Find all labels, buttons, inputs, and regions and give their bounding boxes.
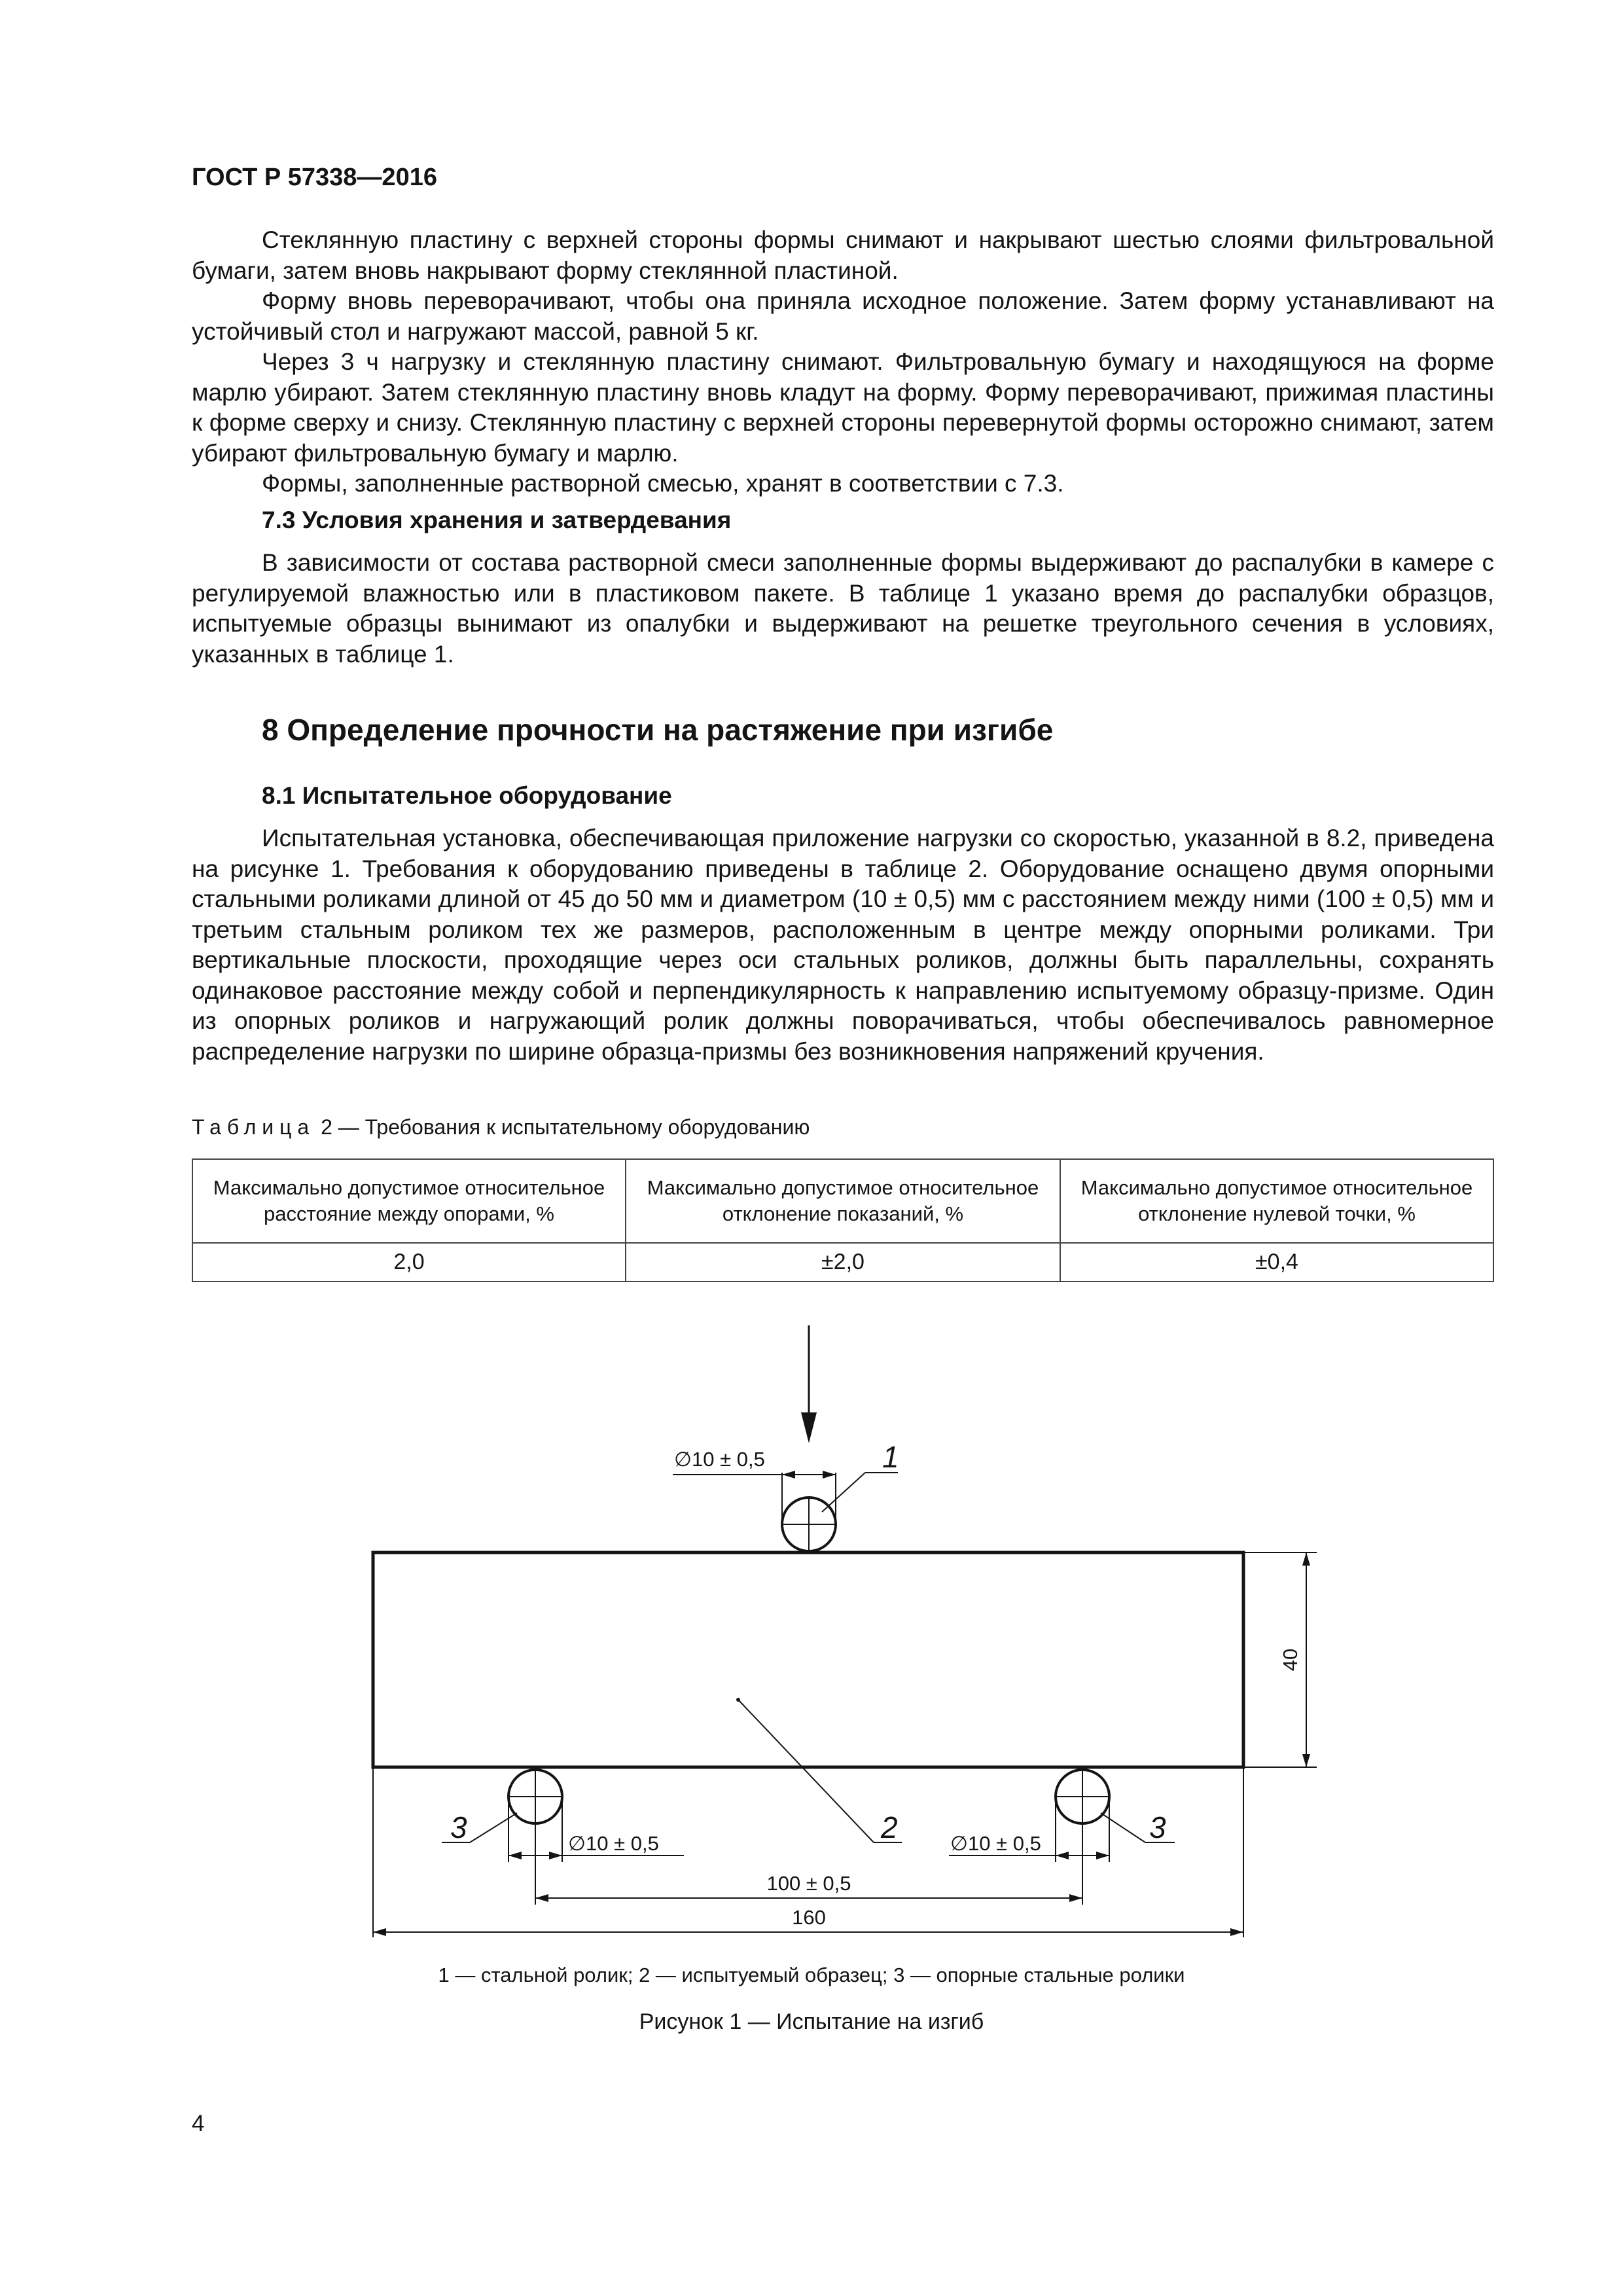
length-dimension-label: 160 <box>792 1906 826 1929</box>
callout-1: 1 <box>882 1440 899 1474</box>
roller-diameter-label: ∅10 ± 0,5 <box>674 1448 765 1471</box>
leader-line-2 <box>738 1700 874 1842</box>
table-cell: 2,0 <box>192 1243 626 1282</box>
test-specimen <box>373 1552 1243 1767</box>
paragraph: Испытательная установка, обеспечивающая приложение нагрузки со скоростью, указанной в 8.2, приведена на рисунке 1. Требования к оборудованию приведены в таблице 2. Оборудование оснащено двумя опорными стальными роликами длиной от 45 до 50 мм и диаметром (10 ± 0,5) мм с расстоянием между ними (100 ± 0,5) мм и третьим стальным роликом тех же размеров, расположенным в центре между опорными роликами. Три вертикальные плоскости, проходящие через оси стальных роликов, должны быть параллельны, сохранять одинаковое расстояние между собой и перпендикулярность к направлению испытуемому образцу-призме. Один из опорных роликов и нагружающий ролик должны поворачиваться, чтобы обеспечивалось равномерное распределение нагрузки по ширине образца-призмы без возникновения напряжений кручения. <box>192 825 1494 1065</box>
table-header-cell: Максимально допустимое относительное отклонение нулевой точки, % <box>1060 1159 1493 1243</box>
section-heading-7-3: 7.3 Условия хранения и затвердевания <box>262 507 732 533</box>
callout-3: 3 <box>1149 1810 1166 1844</box>
paragraph: В зависимости от состава растворной смеси заполненные формы выдерживают до распалубки в камере с регулируемой влажностью или в пластиковом пакете. В таблице 1 указано время до распалубки образцов, испытуемые образцы вынимают из опалубки и выдерживают на решетке треугольного сечения в условиях, указанных в таблице 1. <box>192 549 1494 668</box>
figure-title: Рисунок 1 — Испытание на изгиб <box>639 2009 984 2034</box>
table-cell: ±2,0 <box>626 1243 1060 1282</box>
paragraph: Форму вновь переворачивают, чтобы она приняла исходное положение. Затем форму устанавливают на устойчивый стол и нагружают массой, равной 5 кг. <box>192 287 1494 345</box>
leader-line-3 <box>470 1813 517 1842</box>
leader-line-3 <box>1101 1813 1145 1842</box>
callout-2: 2 <box>881 1810 898 1844</box>
table-caption-label: Таблица <box>192 1115 315 1139</box>
roller-diameter-label: ∅10 ± 0,5 <box>568 1832 659 1855</box>
leader-line-1 <box>822 1473 865 1512</box>
section-heading-8: 8 Определение прочности на растяжение при изгибе <box>262 713 1054 747</box>
table-header-cell: Максимально допустимое относительное отклонение показаний, % <box>626 1159 1060 1243</box>
table-header-cell: Максимально допустимое относительное расстояние между опорами, % <box>192 1159 626 1243</box>
page-number: 4 <box>192 2111 205 2136</box>
table-cell: ±0,4 <box>1060 1243 1493 1282</box>
paragraph: Формы, заполненные растворной смесью, хранят в соответствии с 7.3. <box>262 470 1064 497</box>
paragraph: Стеклянную пластину с верхней стороны формы снимают и накрывают шестью слоями фильтровальной бумаги, затем вновь накрывают форму стеклянной пластиной. <box>192 226 1494 284</box>
height-dimension-label: 40 <box>1279 1648 1302 1672</box>
document-header: ГОСТ Р 57338—2016 <box>192 164 437 191</box>
span-dimension-label: 100 ± 0,5 <box>766 1872 851 1895</box>
roller-diameter-label: ∅10 ± 0,5 <box>950 1832 1041 1855</box>
callout-3: 3 <box>450 1810 467 1844</box>
table-caption-text: 2 — Требования к испытательному оборудованию <box>321 1115 810 1139</box>
figure-legend: 1 — стальной ролик; 2 — испытуемый образец; 3 — опорные стальные ролики <box>438 1964 1185 1986</box>
section-heading-8-1: 8.1 Испытательное оборудование <box>262 782 672 809</box>
load-arrow-head <box>801 1412 817 1443</box>
paragraph: Через 3 ч нагрузку и стеклянную пластину снимают. Фильтровальную бумагу и находящуюся на форме марлю убирают. Затем стеклянную пластину вновь кладут на форму. Форму переворачивают, прижимая пластины к форме сверху и снизу. Стеклянную пластину с верхней стороны перевернутой формы осторожно снимают, затем убирают фильтровальную бумагу и марлю. <box>192 348 1494 467</box>
